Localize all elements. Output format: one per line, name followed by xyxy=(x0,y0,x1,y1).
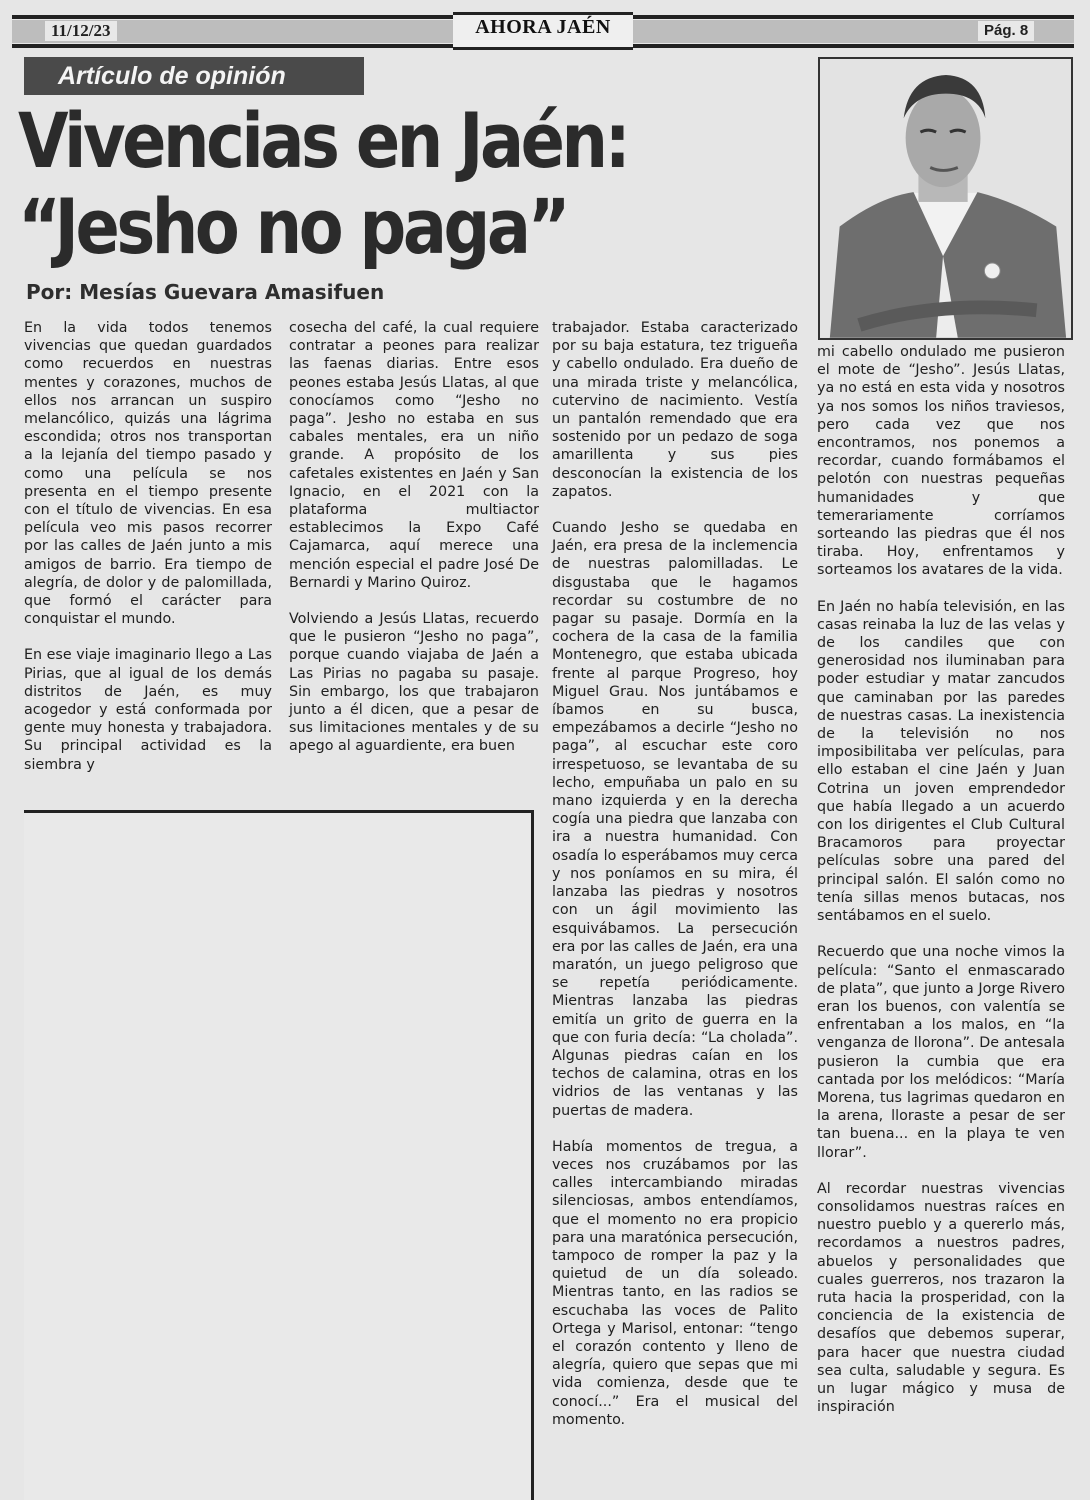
paragraph: En la vida todos tenemos vivencias que quedan guardados como recuerdos en nuestras mentes y corazones, muchos de ellos nos arrancan un suspiro melancólico, quizás una lágrima escondida; otros nos transportan a la lejanía del tiempo pasado y como una película se nos presenta en el tiempo presente con el título de vivencias. En esa película veo mis pasos recorrer por las calles de Jaén junto a mis amigos de barrio. Era tiempo de alegría, de dolor y de palomillada, que formó el carácter para conquistar el mundo. xyxy=(24,320,272,628)
paragraph: Había momentos de tregua, a veces nos cruzábamos por las calles intercambiando miradas silenciosas, ambos entendíamos, que el momento no era propicio para una maratónica persecución, tampoco de romper la paz y la quietud de un día soleado. Mientras tanto, en las radios se escuchaba las voces de Palito Ortega y Marisol, entonar: “tengo el corazón contento y lleno de alegría, quiero que sepas que mi vida comienza, desde que te conocí...” Era el musical del momento. xyxy=(552,1138,798,1428)
paragraph: trabajador. Estaba caracterizado por su baja estatura, tez trigueña y cabello ondulado. Era dueño de una mirada triste y melancólica, cutervino de nacimiento. Vestía un pantalón remendado que era sostenido por un pedazo de soga amarillenta y sus pies desconocían la existencia de los zapatos. xyxy=(552,320,798,500)
paragraph: Volviendo a Jesús Llatas, recuerdo que le pusieron “Jesho no paga”, porque cuando viajaba de Jaén a Las Pirias no pagaba su pasaje. Sin embargo, los que trabajaron junto a él dicen, que a pesar de sus limitaciones mentales y de su apego al aguardiente, era buen xyxy=(289,611,539,755)
page-number: Pág. 8 xyxy=(978,21,1034,41)
article-column-1 xyxy=(24,319,272,792)
article-column-2 xyxy=(289,319,539,774)
author-photo xyxy=(818,57,1073,340)
headline-line-2: “Jesho no paga” xyxy=(18,182,568,271)
article-byline: Por: Mesías Guevara Amasifuen xyxy=(26,280,385,304)
paragraph: Recuerdo que una noche vimos la película: “Santo el enmascarado de plata”, que junto a Jorge Rivero eran los buenos, con valentía se enfrentaban a los malos, en “la venganza de llorona”. De antesala pusieron la cumbia que era cantada por los melódicos: “María Morena, tus lagrimas quedaron en la arena, lloraste a pesar de ser tan buena... en la playa te ven llorar”. xyxy=(817,944,1065,1161)
issue-date: 11/12/23 xyxy=(45,21,117,41)
newspaper-name: AHORA JAÉN xyxy=(475,16,611,38)
article-column-4 xyxy=(817,343,1065,1434)
paragraph: cosecha del café, la cual requiere contratar a peones para realizar las faenas diarias. Entre esos peones estaba Jesús Llatas, al que conocíamos como “Jesho no paga”. Jesho no estaba en sus cabales mentales, era un niño grande. A propósito de los cafetales existentes en Jaén y San Ignacio, en el 2021 con la plataforma multiactor establecimos la Expo Café Cajamarca, aquí merece una mención especial el padre José De Bernardi y Marino Quiroz. xyxy=(289,320,539,591)
paragraph: mi cabello ondulado me pusieron el mote de “Jesho”. Jesús Llatas, ya no está en esta vida y nosotros ya nos somos los niños traviesos, pero cada vez que nos encontramos, nos ponemos a recordar, cuando formábamos el pelotón con nuestras pequeñas humanidades y que temerariamente corríamos sorteando las piedras que él nos tiraba. Hoy, enfrentamos y sorteamos los avatares de la vida. xyxy=(817,344,1065,579)
headline-line-1: Vivencias en Jaén: xyxy=(18,96,628,185)
portrait-illustration-icon xyxy=(820,59,1071,338)
paragraph: Cuando Jesho se quedaba en Jaén, era presa de la inclemencia de nuestras palomilladas. Le disgustaba que le hagamos recordar su costumbre de no pagar su pasaje. Dormía en la cochera de la casa de la familia Montenegro, que estaba ubicada frente al parque Progreso, hoy Miguel Grau. Nos juntábamos e íbamos en su busca, empezábamos a decirle “Jesho no paga”, al escuchar este coro irrespetuoso, se levantaba de su lecho, empuñaba un palo en su mano izquierda y en la derecha cogía una piedra que lanzaba con ira a nuestra humanidad. Con osadía lo esperábamos muy cerca y nos poníamos en su mira, él lanzaba las piedras y nosotros con un ágil movimiento las esquivábamos. La persecución era por las calles de Jaén, era una maratón, un juego peligroso que se repetía periódicamente. Mientras lanzaba las piedras emitía un grito de guerra en la que con furia decía: “La cholada”. Algunas piedras caían en los techos de calamina, otras en los vidrios de las ventanas y las puertas de madera. xyxy=(552,520,798,1119)
paragraph: Al recordar nuestras vivencias consolidamos nuestras raíces en nuestro pueblo y a quererlo más, recordamos a nuestros padres, abuelos y personalidades que cuales guerreros, nos trazaron la ruta hacia la prosperidad, con la conciencia de la existencia de desafíos que debemos superar, para hacer que nuestra ciudad sea culta, saludable y segura. Es un lugar mágico y musa de inspiración xyxy=(817,1180,1065,1416)
paragraph: En Jaén no había televisión, en las casas reinaba la luz de las velas y de los candiles que con generosidad nos iluminaban para poder estudiar y matar zancudos que caminaban por las paredes de nuestras casas. La inexistencia de la televisión no nos imposibilitaba ver películas, para ello estaban el cine Jaén y Juan Cotrina un joven emprendedor que había llegado a un acuerdo con los dirigentes el Club Cultural Bracamoros para proyectar películas sobre una pared del principal salón. El salón como no tenía sillas menos butacas, nos sentábamos en el suelo. xyxy=(817,598,1065,925)
section-tag: Artículo de opinión xyxy=(24,57,364,95)
newspaper-logo xyxy=(453,12,633,50)
article-headline xyxy=(18,98,706,270)
article-column-3 xyxy=(552,319,798,1447)
paragraph: En ese viaje imaginario llego a Las Pirias, que al igual de los demás distritos de Jaén, es muy acogedor y está conformada por gente muy honesta y trabajadora. Su principal actividad es la siembra y xyxy=(24,647,272,773)
empty-ad-space xyxy=(24,810,534,1500)
